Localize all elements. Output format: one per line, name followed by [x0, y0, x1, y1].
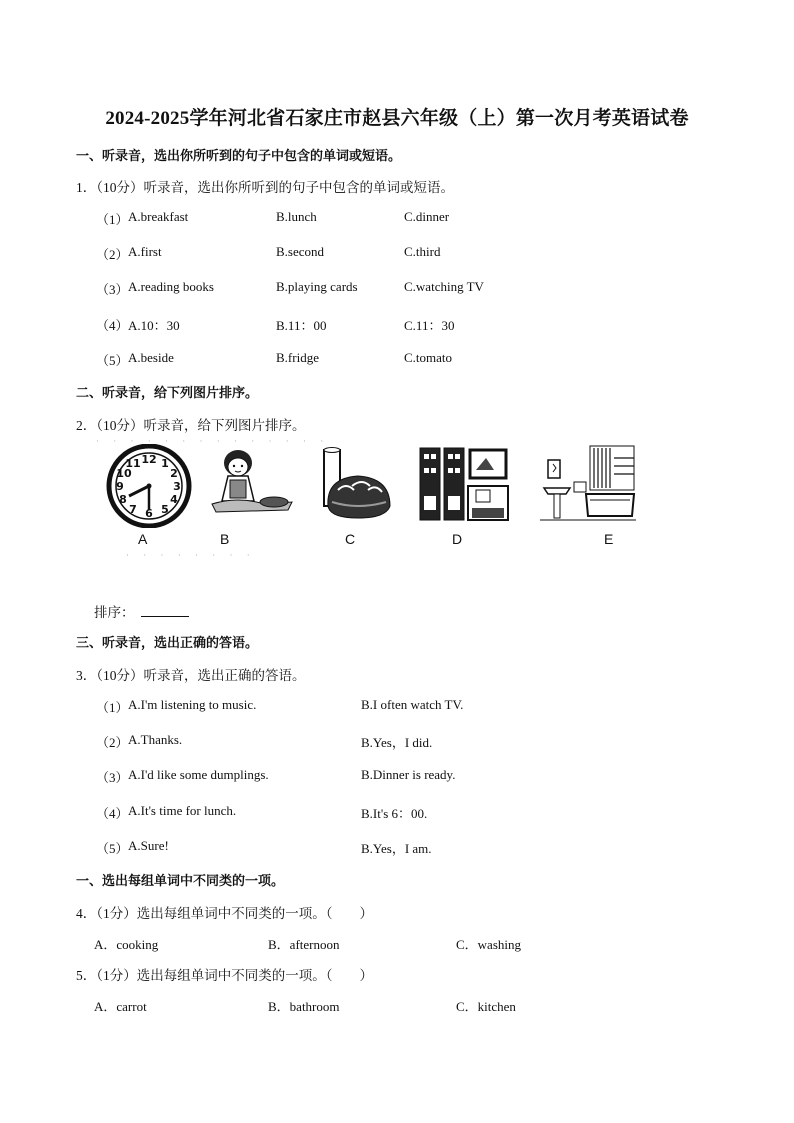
svg-text:11: 11 [125, 457, 141, 470]
q3-item-2-option-a[interactable]: A.Thanks. [128, 732, 183, 748]
q3-item-4-option-b[interactable]: B.It's 6：00. [361, 805, 428, 821]
q1-item-4-number: （4） [96, 317, 129, 333]
picture-label-c: C [345, 531, 356, 547]
svg-text:10: 10 [116, 467, 132, 480]
q1-item-3-number: （3） [96, 282, 129, 298]
picture-label-a: A [138, 531, 148, 547]
q3-item-5-option-a[interactable]: A.Sure! [128, 837, 169, 853]
order-label: 排序： [94, 605, 135, 620]
q1-item-1-number: （1） [96, 212, 129, 227]
q3-item-2-number: （2） [96, 735, 129, 751]
section-1-heading: 一、听录音，选出你所听到的句子中包含的单词或短语。 [76, 148, 402, 163]
q3-item-2-option-b[interactable]: B.Yes，I did. [361, 735, 433, 751]
q1-item-2-option-c[interactable]: C.third [404, 244, 441, 260]
svg-text:9: 9 [116, 480, 124, 493]
question-5-option-a[interactable]: A．carrot [94, 999, 147, 1014]
svg-text:4: 4 [170, 493, 178, 506]
question-3-stem: 3．（10分）听录音，选出正确的答语。 [76, 668, 306, 683]
q3-item-5-option-b[interactable]: B.Yes，I am. [361, 840, 432, 856]
q3-item-1-number: （1） [96, 700, 129, 715]
svg-text:7: 7 [129, 503, 137, 516]
question-5-stem: 5．（1分）选出每组单词中不同类的一项。（ ） [76, 968, 373, 983]
q1-item-5-option-b[interactable]: B.fridge [276, 349, 319, 365]
question-5-option-c[interactable]: C．kitchen [456, 999, 516, 1014]
q1-item-4-option-a[interactable]: A.10：30 [128, 317, 180, 333]
order-answer-line[interactable] [94, 601, 189, 621]
bathroom-icon [540, 444, 636, 522]
q1-item-4-option-c[interactable]: C.11：30 [404, 317, 455, 333]
svg-text:12: 12 [141, 453, 157, 466]
glass-and-bread-icon [318, 446, 394, 522]
q3-item-4-option-a[interactable]: A.It's time for lunch. [128, 802, 237, 818]
q3-item-5-number: （5） [96, 840, 129, 856]
q3-item-1-option-a[interactable]: A.I'm listening to music. [128, 697, 257, 712]
question-1-stem: 1．（10分）听录音，选出你所听到的句子中包含的单词或短语。 [76, 180, 454, 195]
svg-text:3: 3 [173, 480, 181, 493]
picture-label-d: D [452, 531, 463, 547]
q1-item-5-option-a[interactable]: A.beside [128, 349, 174, 365]
picture-label-e: E [604, 531, 614, 547]
question-4-stem: 4．（1分）选出每组单词中不同类的一项。（ ） [76, 906, 373, 921]
section-4-heading: 一、选出每组单词中不同类的一项。 [76, 873, 285, 888]
q1-item-3-option-b[interactable]: B.playing cards [276, 279, 358, 295]
section-2-heading: 二、听录音，给下列图片排序。 [76, 385, 259, 400]
q1-item-1-option-b[interactable]: B.lunch [276, 209, 317, 224]
svg-text:1: 1 [161, 457, 169, 470]
girl-cooking-icon [208, 446, 296, 518]
q1-item-5-number: （5） [96, 352, 129, 368]
q1-item-5-option-c[interactable]: C.tomato [404, 349, 453, 365]
q1-item-2-number: （2） [96, 247, 129, 263]
q1-item-2-option-b[interactable]: B.second [276, 244, 325, 260]
q1-item-3-option-a[interactable]: A.reading books [128, 279, 214, 295]
question-4-option-b[interactable]: B．afternoon [268, 937, 340, 952]
svg-text:6: 6 [145, 507, 153, 520]
q1-item-3-option-c[interactable]: C.watching TV [404, 279, 484, 295]
q3-item-3-number: （3） [96, 770, 129, 786]
q3-item-1-option-b[interactable]: B.I often watch TV. [361, 697, 464, 712]
clock-icon [104, 444, 194, 528]
q1-item-4-option-b[interactable]: B.11：00 [276, 317, 327, 333]
picture-label-b: B [220, 531, 230, 547]
svg-text:5: 5 [161, 503, 169, 516]
section-3-heading: 三、听录音，选出正确的答语。 [76, 635, 259, 650]
question-4-option-a[interactable]: A．cooking [94, 937, 159, 952]
q1-item-1-option-a[interactable]: A.breakfast [128, 209, 189, 224]
q1-item-1-option-c[interactable]: C.dinner [404, 209, 450, 224]
svg-text:2: 2 [170, 467, 178, 480]
svg-text:8: 8 [119, 493, 127, 506]
order-blank[interactable] [141, 604, 189, 617]
page-title: 2024-2025学年河北省石家庄市赵县六年级（上）第一次月考英语试卷 [105, 108, 689, 129]
q1-item-2-option-a[interactable]: A.first [128, 244, 162, 260]
q3-item-4-number: （4） [96, 805, 129, 821]
q3-item-3-option-a[interactable]: A.I'd like some dumplings. [128, 767, 269, 783]
tv-cabinet-icon [416, 446, 512, 522]
question-5-option-b[interactable]: B．bathroom [268, 999, 340, 1014]
q3-item-3-option-b[interactable]: B.Dinner is ready. [361, 767, 456, 783]
question-4-option-c[interactable]: C．washing [456, 937, 522, 952]
question-2-stem: 2．（10分）听录音，给下列图片排序。 [76, 418, 306, 433]
